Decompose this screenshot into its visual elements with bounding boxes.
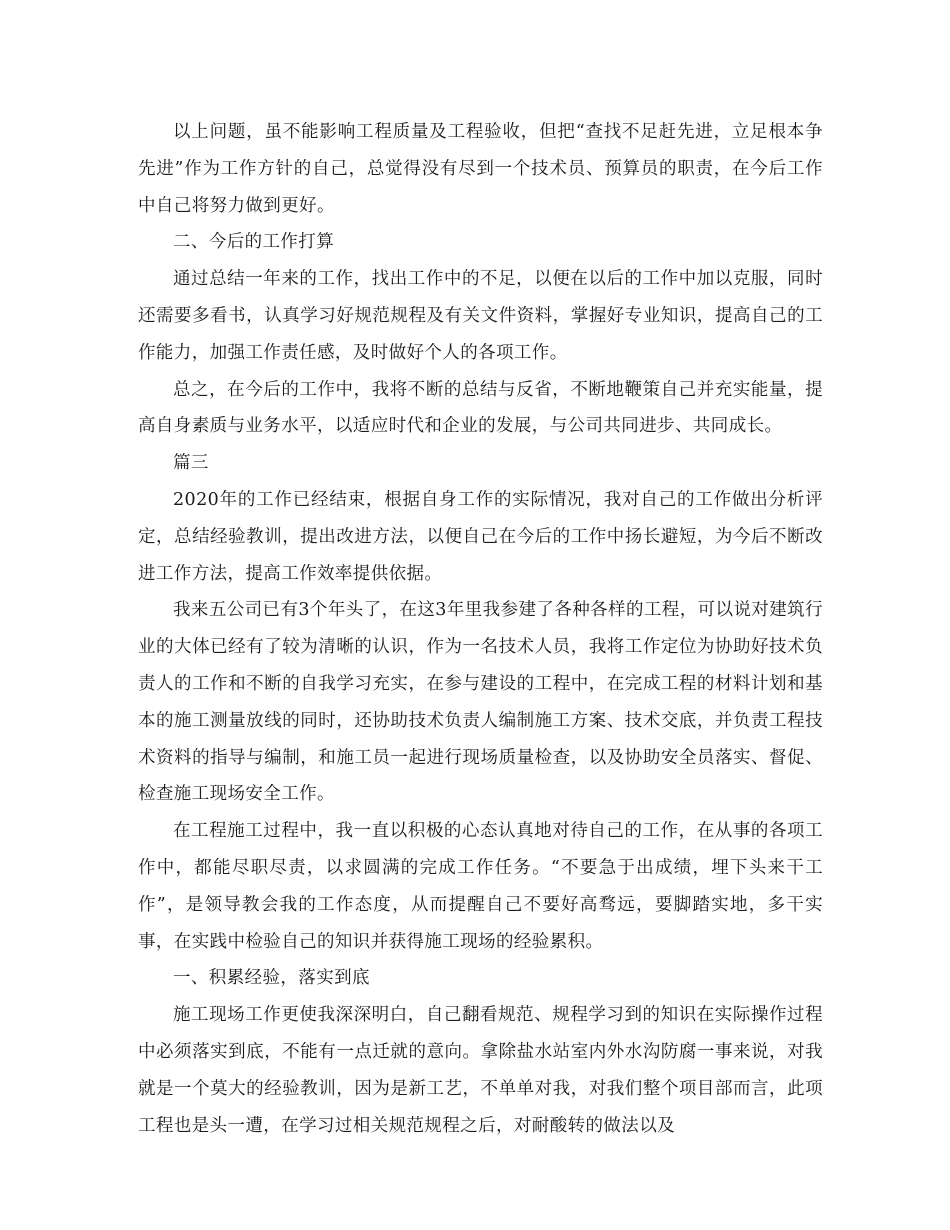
paragraph-issues-reflection: 以上问题，虽不能影响工程质量及工程验收，但把“查找不足赶先进，立足根本争先进”作为工作方针的自己，总觉得没有尽到一个技术员、预算员的职责，在今后工作中自己将努力做到更好。 bbox=[138, 122, 823, 216]
paragraph-2020-review: 2020年的工作已经结束，根据自身工作的实际情况，我对自己的工作做出分析评定，总结经验教训，提出改进方法，以便自己在今后的工作中扬长避短，为今后不断改进工作方法，提高工作效率提供依据。 bbox=[138, 489, 823, 584]
heading-future-plans: 二、今后的工作打算 bbox=[173, 232, 335, 253]
paragraph-work-attitude: 在工程施工过程中，我一直以积极的心态认真地对待自己的工作，在从事的各项工作中，都能尽职尽责，以求圆满的完成工作任务。“不要急于出成绩，埋下头来干工作”，是领导教会我的工作态度，从而提醒自己不要好高骛远，要脚踏实地，多干实事，在实践中检验自己的知识并获得施工现场的经验累积。 bbox=[138, 821, 823, 952]
heading-part-three: 篇三 bbox=[173, 453, 209, 474]
heading-accumulate-experience: 一、积累经验，落实到底 bbox=[173, 968, 370, 989]
document-page bbox=[138, 114, 823, 1144]
paragraph-site-work: 施工现场工作更使我深深明白，自己翻看规范、规程学习到的知识在实际操作过程中必须落实到底，不能有一点迁就的意向。拿除盐水站室内外水沟防腐一事来说，对我就是一个莫大的经验教训，因为是新工艺，不单单对我，对我们整个项目部而言，此项工程也是头一遭，在学习过相关规范规程之后，对耐酸转的做法以及 bbox=[138, 1005, 823, 1136]
paragraph-conclusion: 总之，在今后的工作中，我将不断的总结与反省，不断地鞭策自己并充实能量，提高自身素质与业务水平，以适应时代和企业的发展，与公司共同进步、共同成长。 bbox=[138, 379, 823, 437]
paragraph-summary-study: 通过总结一年来的工作，找出工作中的不足，以便在以后的工作中加以克服，同时还需要多看书，认真学习好规范规程及有关文件资料，掌握好专业知识，提高自己的工作能力，加强工作责任感，及时做好个人的各项工作。 bbox=[138, 269, 823, 363]
paragraph-three-years: 我来五公司已有3个年头了，在这3年里我参建了各种各样的工程，可以说对建筑行业的大体已经有了较为清晰的认识，作为一名技术人员，我将工作定位为协助好技术负责人的工作和不断的自我学习充实，在参与建设的工程中，在完成工程的材料计划和基本的施工测量放线的同时，还协助技术负责人编制施工方案、技术交底，并负责工程技术资料的指导与编制，和施工员一起进行现场质量检查，以及协助安全员落实、督促、检查施工现场安全工作。 bbox=[138, 600, 823, 805]
